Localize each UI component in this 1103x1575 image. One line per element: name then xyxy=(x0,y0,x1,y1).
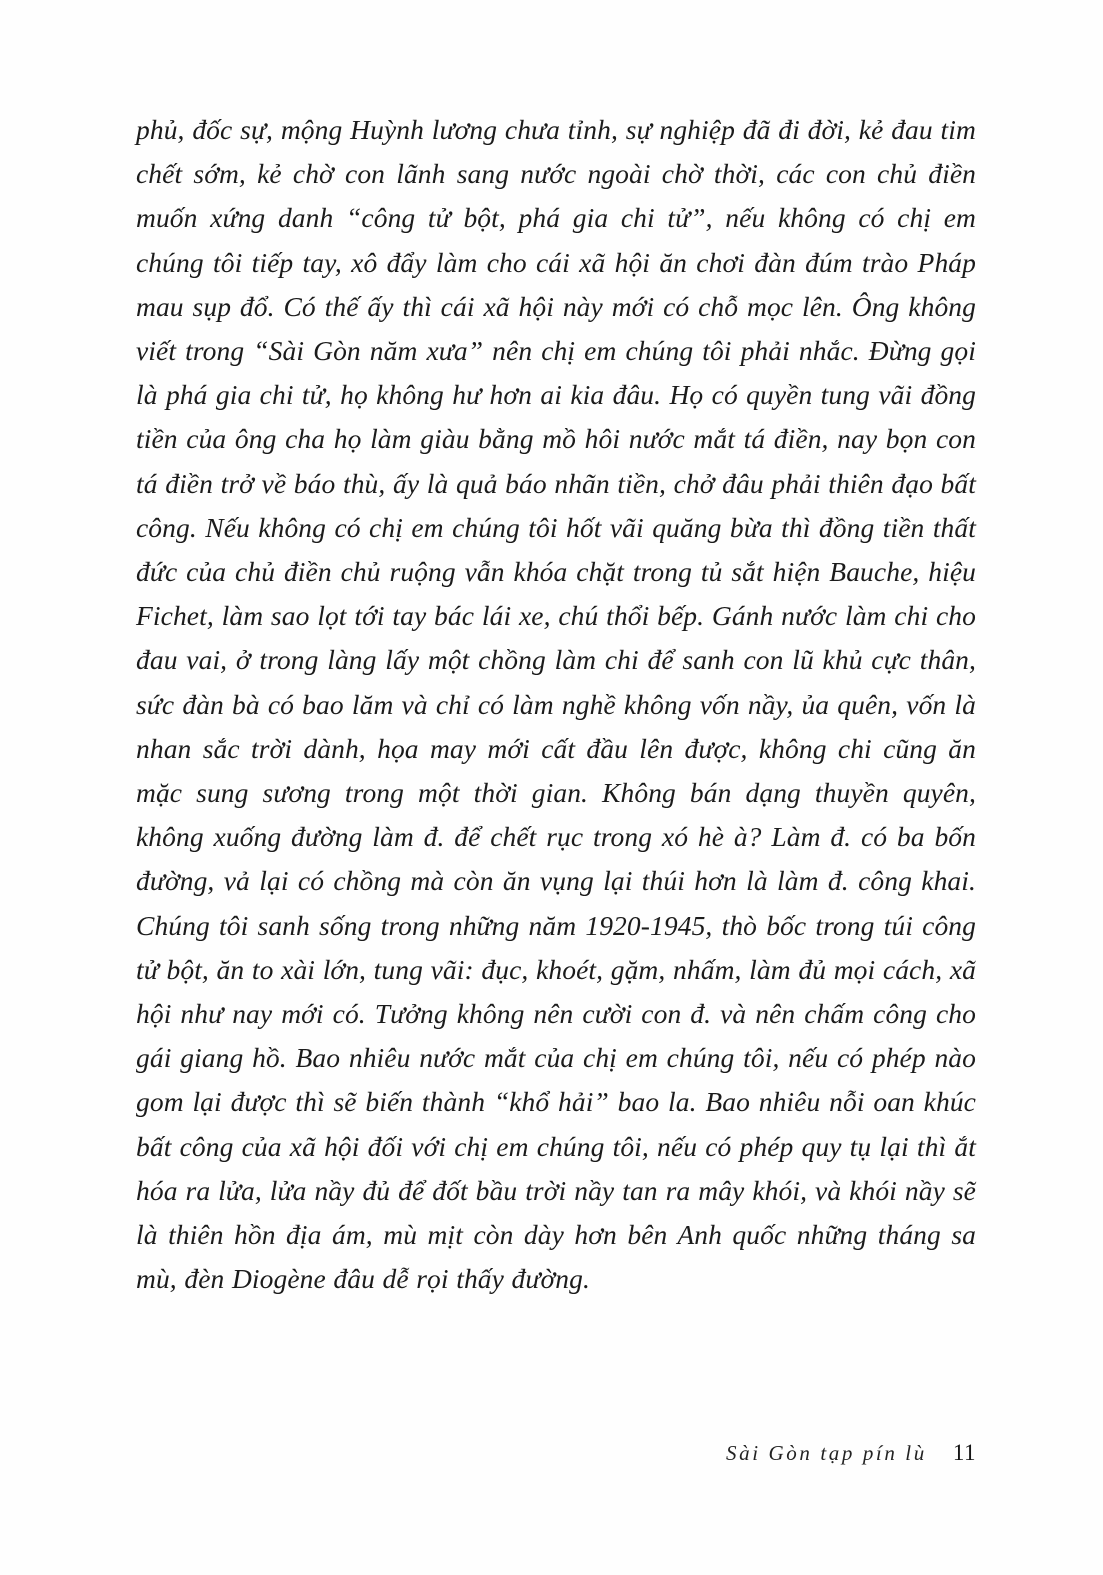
body-paragraph: phủ, đốc sự, mộng Huỳnh lương chưa tỉnh, sự nghiệp đã đi đời, kẻ đau tim chết sớm, kẻ chờ con lãnh sang nước ngoài chờ thời, các con chủ điền muốn xứng danh “công tử bột, phá gia chi tử”, nếu không có chị em chúng tôi tiếp tay, xô đẩy làm cho cái xã hội ăn chơi đàn đúm trào Pháp mau sụp đổ. Có thế ấy thì cái xã hội này mới có chỗ mọc lên. Ông không viết trong “Sài Gòn năm xưa” nên chị em chúng tôi phải nhắc. Đừng gọi là phá gia chi tử, họ không hư hơn ai kia đâu. Họ có quyền tung vãi đồng tiền của ông cha họ làm giàu bằng mồ hôi nước mắt tá điền, nay bọn con tá điền trở về báo thù, ấy là quả báo nhãn tiền, chở đâu phải thiên đạo bất công. Nếu không có chị em chúng tôi hốt vãi quăng bừa thì đồng tiền thất đức của chủ điền chủ ruộng vẫn khóa chặt trong tủ sắt hiện Bauche, hiệu Fichet, làm sao lọt tới tay bác lái xe, chú thổi bếp. Gánh nước làm chi cho đau vai, ở trong làng lấy một chồng làm chi để sanh con lũ khủ cực thân, sức đàn bà có bao lăm và chỉ có làm nghề không vốn nầy, ủa quên, vốn là nhan sắc trời dành, họa may mới cất đầu lên được, không chi cũng ăn mặc sung sương trong một thời gian. Không bán dạng thuyền quyên, không xuống đường làm đ. để chết rục trong xó hè à? Làm đ. có ba bốn đường, vả lại có chồng mà còn ăn vụng lại thúi hơn là làm đ. công khai. Chúng tôi sanh sống trong những năm 1920-1945, thò bốc trong túi công tử bột, ăn to xài lớn, tung vãi: đục, khoét, gặm, nhấm, làm đủ mọi cách, xã hội như nay mới có. Tưởng không nên cười con đ. và nên chấm công cho gái giang hồ. Bao nhiêu nước mắt của chị em chúng tôi, nếu có phép nào gom lại được thì sẽ biến thành “khổ hải” bao la. Bao nhiêu nỗi oan khúc bất công của xã hội đối với chị em chúng tôi, nếu có phép quy tụ lại thì ắt hóa ra lửa, lửa nầy đủ để đốt bầu trời nầy tan ra mây khói, và khói nầy sẽ là thiên hồn địa ám, mù mịt còn dày hơn bên Anh quốc những tháng sa mù, đèn Diogène đâu dễ rọi thấy đường. xyxy=(136,114,976,1295)
body-text-block xyxy=(136,108,976,1301)
running-title: Sài Gòn tạp pín lù xyxy=(726,1441,927,1465)
page-footer xyxy=(136,1440,976,1466)
page-number: 11 xyxy=(952,1440,976,1465)
